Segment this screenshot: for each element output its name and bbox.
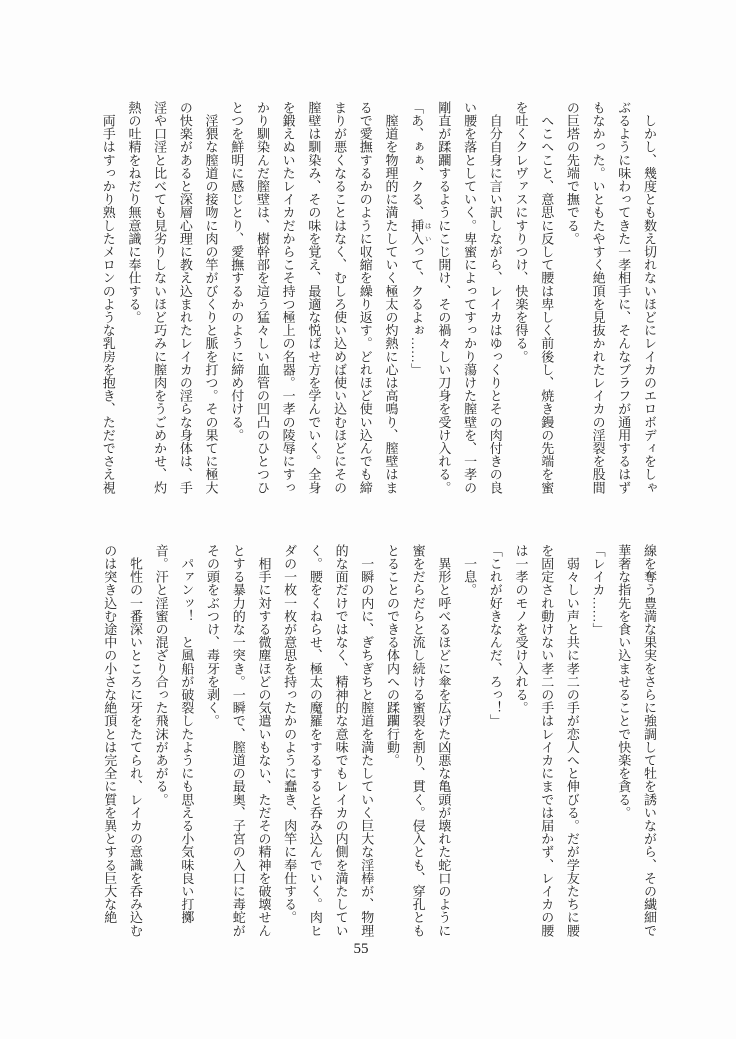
text-line: その頭をぶつけ、毒牙を剥く。	[205, 544, 221, 728]
page-number: 55	[353, 941, 369, 957]
text-line: パァンッ！ と風船が破裂したようにも思える小気味良い打擲	[179, 544, 195, 924]
text-line: 「これが好きなんだ、ろっ！」	[487, 544, 503, 728]
text-line: 線を奪う豊満な果実をさらに強調して牡を誘いながら、その繊細で	[642, 544, 657, 937]
text-line: 自分自身に言い訳しながら、レイカはゆっくりとその肉付きの良	[487, 101, 503, 494]
text-line: 一瞬の内に、ぎちぎちと膣道を満たしていく巨大な淫棒が、物理	[359, 544, 375, 937]
text-line: を鍛えぬいたレイカだからこそ持つ極上の名器。一孝の陵辱にすっ	[280, 101, 296, 494]
text-line: もなかった。いともたやすく絶頂を見抜かれたレイカの淫裂を股間	[590, 101, 606, 494]
text-line: るで愛撫するかのように収縮を繰り返す。どれほど使い込んでも締	[357, 101, 373, 494]
text-line: 音。汗と淫蜜の混ざり合った飛沫があがる。	[153, 544, 169, 806]
text-line: 両手はすっかり熟したメロンのような乳房を抱き、ただでさえ視	[100, 101, 116, 494]
text-line: を吐くクレヴァスにすりつけ、快楽を得る。	[513, 101, 529, 363]
text-line: 淫や口淫と比べても見劣りしないほど巧みに膣肉をうごめかせ、灼	[152, 101, 168, 494]
text-line: 相手に対する微塵ほどの気遣いもない、ただその精神を破壊せん	[256, 544, 272, 937]
text-line: 膣壁は馴染み、その味を覚え、最適な悦ばせ方を学んでいく。全身	[306, 101, 322, 494]
text-line: とする暴力的な一突き。一瞬で、膣道の最奥、子宮の入口に毒蛇が	[230, 544, 246, 937]
text-line: 弱々しい声と共に孝二の手が恋人へと伸びる。だが学友たちに腰	[564, 544, 580, 937]
text-line: は一孝のモノを受け入れる。	[513, 544, 529, 715]
ruby-annotated-word: 挿入 はい	[409, 218, 431, 246]
text-line: 異形と呼べるほどに傘を広げた凶悪な亀頭が壊れた蛇口のように	[436, 544, 452, 937]
text-line: 的な面だけではなく、精神的な意味でもレイカの内側を満たしてい	[333, 544, 349, 937]
text-line: く。腰をくねらせ、極太の魔羅をするすると呑み込んでいく。肉ヒ	[307, 544, 323, 937]
text-line: 牝性の一番深いところに牙をたてられ、レイカの意識を呑み込む	[127, 544, 143, 937]
text-line: の快楽があると深層心理に教え込まれたレイカの淫らな身体は、手	[177, 101, 193, 494]
text-line: 華奢な指先を食い込ませることで快楽を貪る。	[616, 544, 632, 820]
text-line: とつを鮮明に感じとり、愛撫するかのように締め付ける。	[229, 101, 245, 442]
text-line: ぶるように味わってきた一孝相手に、そんなブラフが通用するはず	[616, 101, 632, 494]
text-line: とることのできる体内への蹂躙行動。	[384, 544, 400, 767]
text-line: を固定され動けない孝二の手はレイカにまでは届かず、レイカの腰	[539, 544, 555, 937]
text-line: まりが悪くなることはなく、むしろ使い込めば使い込むほどにその	[332, 101, 348, 494]
text-block-bottom	[96, 544, 662, 940]
text-line: の巨塔の先端で撫でる。	[564, 101, 580, 246]
text-line: い腰を落としていく。卑蜜によってすっかり蕩けた膣壁を、一孝の	[462, 101, 478, 494]
text-line: 剛直が蹂躙するようにこじ開け、その禍々しい刀身を受け入れる。	[436, 101, 452, 494]
text-line: のは突き込む途中の小さな絶頂とは完全に質を異とする巨大な絶	[102, 544, 118, 924]
text-block-top	[96, 101, 662, 497]
text-line: 一息。	[462, 544, 478, 597]
text-line: 熱の吐精をねだり無意識に奉仕する。	[126, 101, 142, 324]
text-line: へこへこと、意思に反して腰は卑しく前後し、焼き鏝の先端を蜜	[539, 101, 555, 494]
text-line: 「レイカ……」	[590, 544, 606, 636]
text-line: 蜜をだらだらと流し続ける蜜裂を割り、貫く。侵入とも、穿孔とも	[410, 544, 426, 937]
text-line: 膣道を物理的に満たしていく極太の灼熱に心は高鳴り、膣壁はま	[383, 101, 399, 494]
text-line: 「あ、ぁぁ、クる、挿入 はいって、クるよぉ……」	[409, 101, 431, 377]
text-line: しかし、幾度とも数え切れないほどにレイカのエロボディをしゃ	[642, 101, 657, 494]
text-line: かり馴染んだ膣壁は、樹幹部を這う猛々しい血管の凹凸のひとつひ	[254, 101, 270, 494]
text-line: 淫猥な膣道の接吻に肉の竿がびくりと脈を打つ。その果てに極大	[203, 101, 219, 494]
text-line: ダの一枚一枚が意思を持ったかのように蠢き、肉竿に奉仕する。	[282, 544, 298, 924]
